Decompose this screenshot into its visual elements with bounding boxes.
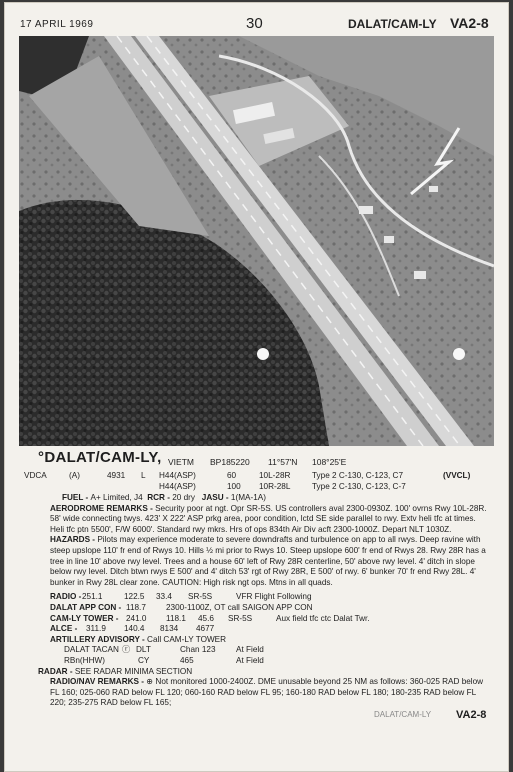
radio-service: SR-5S: [188, 592, 213, 602]
radio-line: [20, 603, 490, 614]
runway-row-2: [20, 482, 490, 493]
radio-line: [20, 614, 490, 625]
airport-grid-coord: BP185220: [210, 457, 250, 467]
radio-name: DALAT APP CON -: [50, 602, 122, 612]
hazards-label: HAZARDS -: [50, 535, 98, 545]
airport-country: VIETM: [168, 457, 194, 467]
navaid-channel: 465: [180, 655, 194, 665]
header-date: 17 APRIL 1969: [20, 19, 94, 30]
navaid-channel: Chan 123: [180, 645, 216, 655]
footer-code: VA2-8: [456, 708, 487, 721]
airport-name-text: DALAT/CAM-LY,: [44, 449, 162, 466]
page-footer: [20, 710, 490, 721]
rcr-label: RCR -: [147, 493, 173, 502]
radio-nav-remarks: [20, 677, 490, 709]
radio-freq-2: 118.1: [166, 613, 186, 623]
radio-name: CAM-LY TOWER -: [50, 613, 119, 623]
hazards: [20, 535, 490, 588]
radio-service: SR-5S: [228, 613, 253, 623]
airport-elevation: 4931: [107, 471, 126, 480]
airport-type: (A): [69, 471, 80, 480]
runway-designator: 10R-28L: [259, 482, 291, 491]
runway-designator: 10L-28R: [259, 471, 291, 480]
radar-label: RADAR -: [38, 666, 75, 676]
radio-freq-4: 4677: [196, 624, 215, 634]
fuel-label: FUEL -: [62, 493, 91, 502]
artillery-advisory: [20, 635, 490, 646]
radio-freq-3: 45.6: [198, 613, 214, 623]
rcr-text: 20 dry: [172, 493, 195, 502]
navaid-symbol: ⓡ: [122, 645, 131, 655]
runway-surface: H44(ASP): [159, 482, 196, 491]
aerial-photo-image: [19, 36, 494, 446]
radio-freq: 241.0: [126, 613, 147, 623]
radio-nav-label: RADIO/NAV REMARKS -: [50, 677, 147, 687]
radar-text: SEE RADAR MINIMA SECTION: [74, 666, 193, 676]
aerodrome-remarks: [20, 504, 490, 536]
navaid-name: RBn(HHW): [64, 655, 105, 665]
radio-freq-3: 33.4: [156, 592, 172, 602]
navaid-location: At Field: [236, 655, 264, 665]
jasu-label: JASU -: [201, 493, 231, 502]
navaid-row: [20, 656, 490, 667]
runway-row-1: [20, 471, 490, 482]
radio-freq: 118.7: [126, 602, 146, 612]
radio-label: RADIO -: [50, 592, 82, 602]
navaid-row: [20, 645, 490, 656]
airport-longitude: 108°25'E: [312, 457, 347, 467]
runway-length: 100: [227, 482, 241, 491]
header-title: DALAT/CAM-LY: [348, 17, 437, 31]
radio-freq-2: 122.5: [124, 592, 145, 602]
radio-name: ALCE -: [50, 624, 78, 634]
airport-info: [20, 449, 490, 721]
runway-surface: H44(ASP): [159, 471, 196, 480]
page-header: [4, 14, 509, 34]
airport-lighting: L: [141, 471, 146, 480]
radio-freq: 251.1: [82, 592, 103, 602]
airport-latitude: 11°57'N: [268, 457, 298, 467]
radio-note: Aux field tfc ctc Dalat Twr.: [276, 613, 370, 623]
hazards-text: Pilots may experience moderate to severe downdrafts and turbulence on app to all rwys. Deep ravine with steep upslope 110' fr end of Rwys 10. Hills ½ mi prior to Rwys 10. Steep upslope 600' fr end of Rwys 28. Rwy 28R has a tree in line 10' above rwy level. Trees and a house 60' left of Rwy 28R centerline, 50' above rwy level. 4' ditch in slope below rwy level. Ditch btwn rwys E 500' and 4' ditch 53' rgt of Rwy 28R, E 500' of rwy. 6' bunker 70' fr end Rwy 28L. 4' bunker in Rwy 28L clear zone. CAUTION: High risk ngt ops. Mtns in all quads.: [50, 535, 486, 587]
navaid-ident: DLT: [136, 645, 151, 655]
page-number: 30: [246, 15, 263, 32]
aerial-photo: [19, 36, 494, 446]
airport-name: [38, 449, 162, 466]
navaid-name: DALAT TACAN: [64, 645, 119, 655]
artillery-text: Call CAM-LY TOWER: [147, 634, 227, 644]
airport-id: VDCA: [24, 471, 47, 480]
footer-title: DALAT/CAM-LY: [374, 709, 432, 719]
document-page: [4, 2, 509, 772]
artillery-label: ARTILLERY ADVISORY -: [50, 634, 148, 644]
airport-title-line: [20, 449, 490, 471]
radio-nav-text: ⊕ Not monitored 1000-2400Z. DME unusable beyond 25 NM as follows: 360-025 RAD below FL 160; 025-060 RAD below FL 120; 060-160 RAD below FL 95; 160-180 RAD below FL 180; 180-235 RAD below FL 220; 235-275 RAD below FL 165;: [50, 677, 484, 708]
radio-note: VFR Flight Following: [236, 592, 312, 602]
runway-strength: Type 2 C-130, C-123, C-7: [312, 482, 406, 491]
radio-freq: 311.9: [86, 624, 106, 634]
aerodrome-remarks-text: Security poor at ngt. Opr SR-5S. US controllers aval 2300-0930Z. 100' ovrns Rwy 10L-28R. 58' wide connecting twys. 423' X 222' ASP prkg area, poor condition, lctd SE side parallel to rwy. Extv heli tfc at times. Heli tfc ptn 5500', F/W 6000'. Standard rwy mkrs. Hrs of ops 834th Air Div acft 2300-1000Z. Depart NLT 1030Z.: [50, 503, 487, 534]
header-code: VA2-8: [450, 15, 489, 31]
runway-length: 60: [227, 471, 237, 480]
navaid-location: At Field: [236, 645, 264, 655]
runway-strength: Type 2 C-130, C-123, C7: [312, 471, 404, 480]
radio-note: 2300-1100Z, OT call SAIGON APP CON: [166, 602, 313, 612]
radio-line: [20, 624, 490, 635]
radio-freq-2: 140.4: [124, 624, 145, 634]
aerodrome-remarks-label: AERODROME REMARKS -: [50, 503, 156, 513]
radio-freq-3: 8134: [160, 624, 179, 634]
navaid-ident: CY: [138, 655, 150, 665]
fuel-line: [20, 493, 490, 504]
radio-section: [20, 592, 490, 634]
radio-line: [20, 592, 490, 603]
radar-line: [20, 667, 490, 678]
fuel-text: A+ Limited, J4: [90, 493, 143, 502]
jasu-text: 1(MA-1A): [230, 493, 266, 502]
airport-symbol: °: [38, 449, 45, 466]
airport-category: (VVCL): [443, 471, 471, 480]
